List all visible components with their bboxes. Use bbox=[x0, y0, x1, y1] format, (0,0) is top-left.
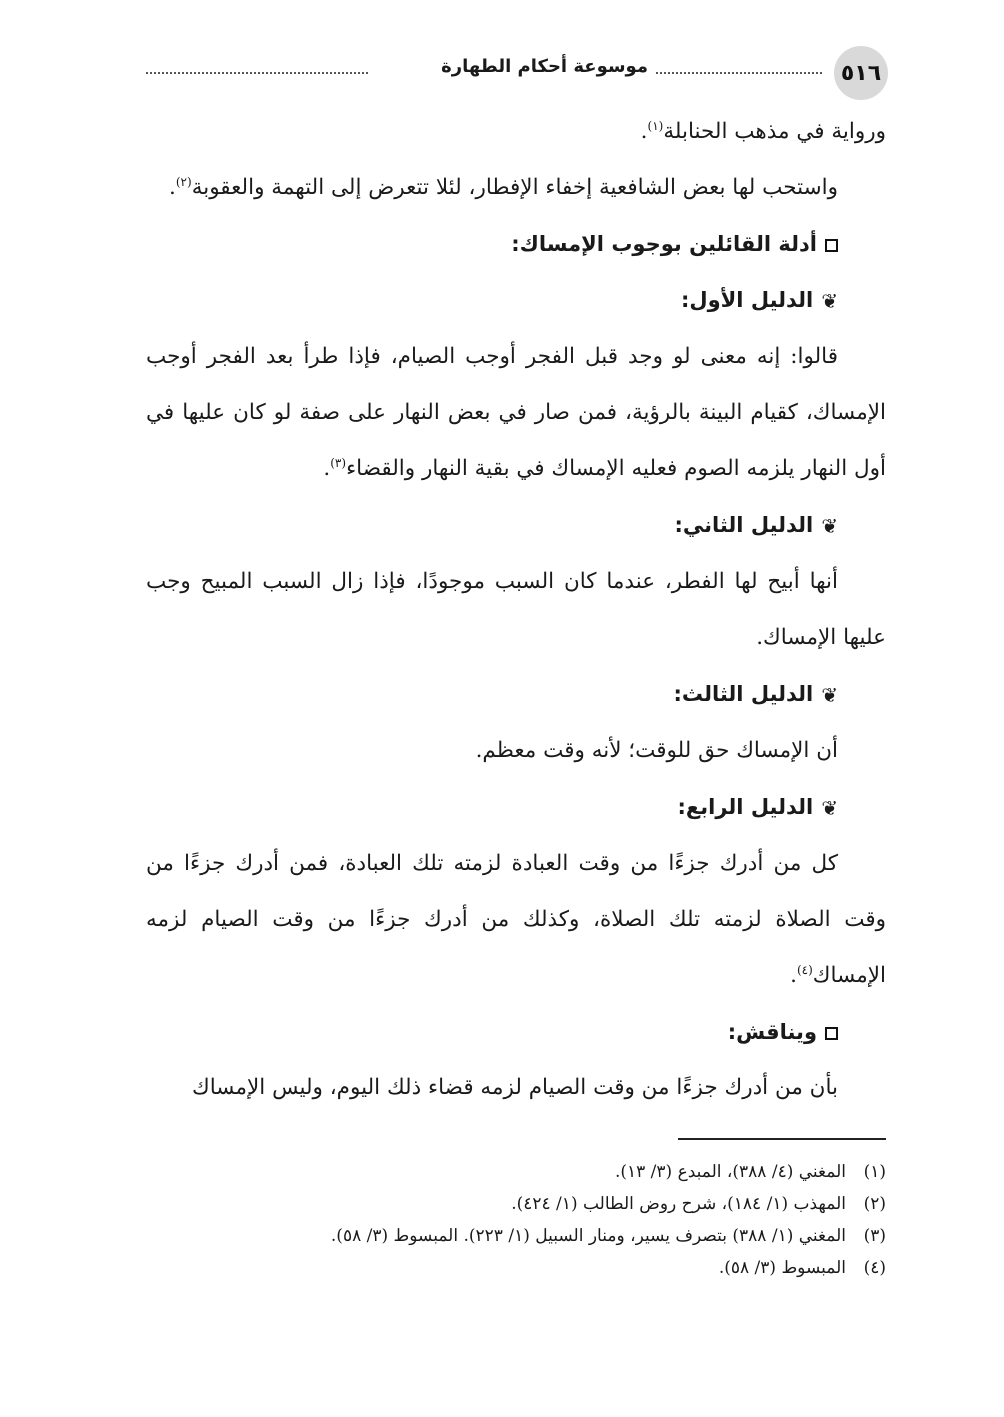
square-bullet-icon bbox=[825, 239, 838, 252]
paragraph: أن الإمساك حق للوقت؛ لأنه وقت معظم. bbox=[475, 738, 838, 763]
paragraph: أنها أبيح لها الفطر، عندما كان السبب موجودًا، فإذا زال السبب المبيح وجب عليها الإمساك. bbox=[146, 569, 886, 650]
footnote-ref: (١) bbox=[647, 118, 664, 133]
section-heading: ويناقش: bbox=[146, 1004, 886, 1060]
subsection-heading: ❦الدليل الرابع: bbox=[146, 779, 886, 836]
page-header bbox=[146, 46, 888, 98]
leaf-bullet-icon: ❦ bbox=[821, 514, 838, 538]
page-body bbox=[146, 104, 886, 1116]
footnote: (١)المغني (٤/ ٣٨٨)، المبدع (٣/ ١٣). bbox=[614, 1162, 886, 1182]
footnote-ref: (٣) bbox=[330, 455, 347, 470]
square-bullet-icon bbox=[825, 1027, 838, 1040]
footnote: (٣)المغني (١/ ٣٨٨) بتصرف يسير، ومنار السبيل (١/ ٢٢٣). المبسوط (٣/ ٥٨). bbox=[330, 1226, 886, 1246]
paragraph: واستحب لها بعض الشافعية إخفاء الإفطار، لئلا تتعرض إلى التهمة والعقوبة$^{(٢)}$. bbox=[169, 174, 838, 200]
leaf-bullet-icon: ❦ bbox=[821, 289, 838, 313]
header-dotted-rule-left bbox=[146, 72, 368, 74]
paragraph: ورواية في مذهب الحنابلة$^{(١)}$. bbox=[640, 118, 886, 144]
subsection-heading: ❦الدليل الثاني: bbox=[146, 497, 886, 554]
footnote-ref: (٢) bbox=[175, 174, 192, 189]
paragraph: قالوا: إنه معنى لو وجد قبل الفجر أوجب الصيام، فإذا طرأ بعد الفجر أوجب الإمساك، كقيام البينة بالرؤية، فمن صار في بعض النهار على صفة لو كان عليها في أول النهار يلزمه الصوم فعليه الإمساك في بقية النهار والقضاء$^{(٣)}$. bbox=[146, 344, 886, 481]
running-title: موسوعة أحكام الطهارة bbox=[441, 56, 648, 77]
footnote: (٤)المبسوط (٣/ ٥٨). bbox=[718, 1258, 886, 1278]
leaf-bullet-icon: ❦ bbox=[821, 683, 838, 707]
section-heading: أدلة القائلين بوجوب الإمساك: bbox=[146, 216, 886, 272]
header-dotted-rule-right bbox=[656, 72, 822, 74]
footnotes bbox=[146, 1156, 886, 1284]
footnote-separator bbox=[678, 1138, 886, 1140]
footnote: (٢)المهذب (١/ ١٨٤)، شرح روض الطالب (١/ ٤٢٤). bbox=[511, 1194, 886, 1214]
paragraph: بأن من أدرك جزءًا من وقت الصيام لزمه قضاء ذلك اليوم، وليس الإمساك bbox=[192, 1075, 838, 1100]
subsection-heading: ❦الدليل الأول: bbox=[146, 272, 886, 329]
page-number: ٥١٦ bbox=[834, 46, 888, 100]
footnote-ref: (٤) bbox=[796, 962, 813, 977]
leaf-bullet-icon: ❦ bbox=[821, 796, 838, 820]
subsection-heading: ❦الدليل الثالث: bbox=[146, 666, 886, 723]
paragraph: كل من أدرك جزءًا من وقت العبادة لزمته تلك العبادة، فمن أدرك جزءًا من وقت الصلاة لزمته تلك الصلاة، وكذلك من أدرك جزءًا من وقت الصيام لزمه الإمساك$^{(٤)}$. bbox=[146, 851, 886, 988]
